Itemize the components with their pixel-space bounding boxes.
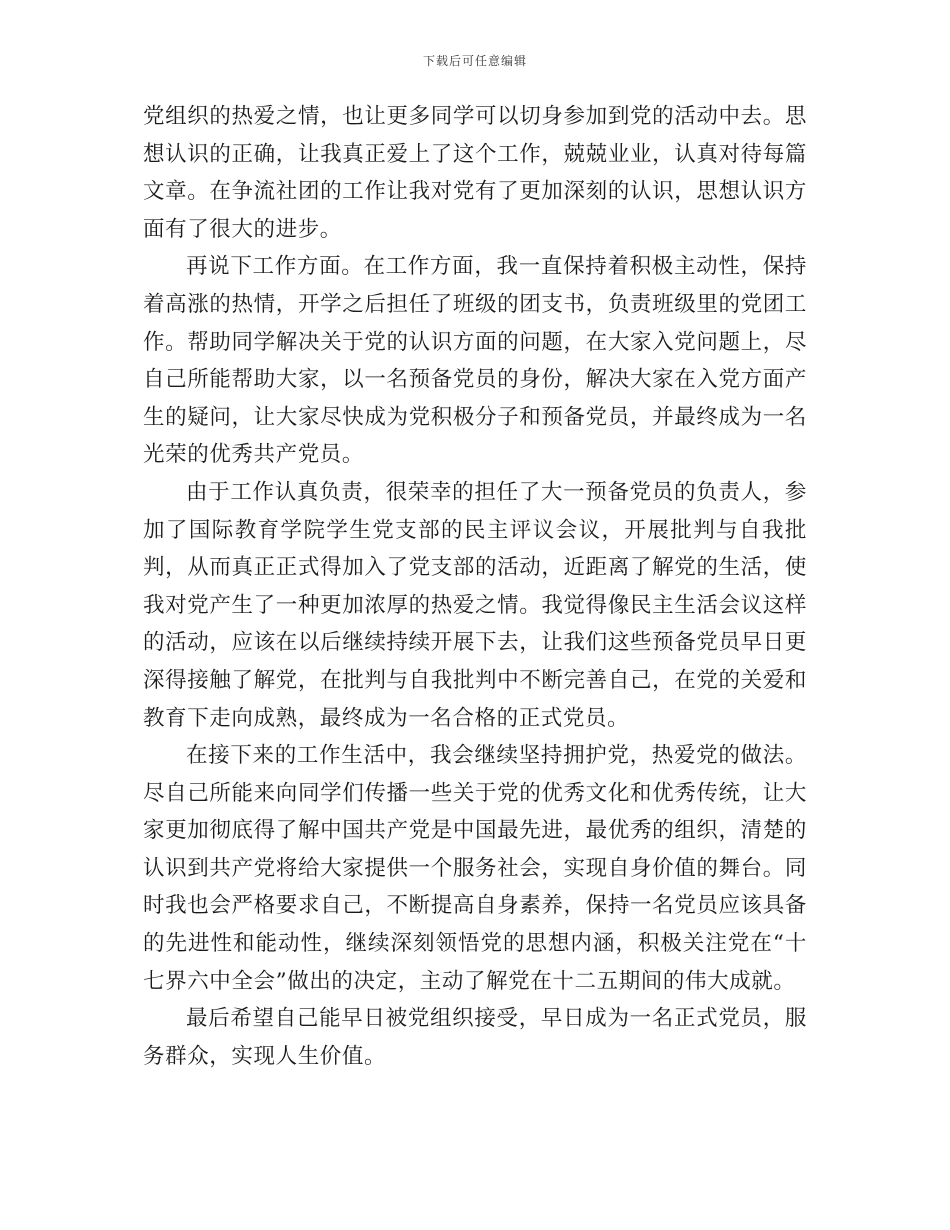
paragraph-1: 党组织的热爱之情，也让更多同学可以切身参加到党的活动中去。思想认识的正确，让我真正爱上了这个工作，兢兢业业，认真对待每篇文章。在争流社团的工作让我对党有了更加深刻的认识，思想认识方面有了很大的进步。 bbox=[143, 104, 807, 242]
document-body bbox=[143, 98, 807, 1075]
paragraph-5: 最后希望自己能早日被党组织接受，早日成为一名正式党员，服务群众，实现人生价值。 bbox=[143, 1006, 807, 1069]
paragraph-2: 再说下工作方面。在工作方面，我一直保持着积极主动性，保持着高涨的热情，开学之后担任了班级的团支书，负责班级里的党团工作。帮助同学解决关于党的认识方面的问题，在大家入党问题上，尽自己所能帮助大家，以一名预备党员的身份，解决大家在入党方面产生的疑问，让大家尽快成为党积极分子和预备党员，并最终成为一名光荣的优秀共产党员。 bbox=[143, 254, 807, 468]
page-header: 下载后可任意编辑 bbox=[422, 54, 527, 68]
paragraph-3: 由于工作认真负责，很荣幸的担任了大一预备党员的负责人，参加了国际教育学院学生党支部的民主评议会议，开展批判与自我批判，从而真正正式得加入了党支部的活动，近距离了解党的生活，使我对党产生了一种更加浓厚的热爱之情。我觉得像民主生活会议这样的活动，应该在以后继续持续开展下去，让我们这些预备党员早日更深得接触了解党，在批判与自我批判中不断完善自己，在党的关爱和教育下走向成熟，最终成为一名合格的正式党员。 bbox=[143, 479, 807, 731]
paragraph-4: 在接下来的工作生活中，我会继续坚持拥护党，热爱党的做法。尽自己所能来向同学们传播一些关于党的优秀文化和优秀传统，让大家更加彻底得了解中国共产党是中国最先进，最优秀的组织，清楚的认识到共产党将给大家提供一个服务社会，实现自身价值的舞台。同时我也会严格要求自己，不断提高自身素养，保持一名党员应该具备的先进性和能动性，继续深刻领悟党的思想内涵，积极关注党在“十七界六中全会”做出的决定，主动了解党在十二五期间的伟大成就。 bbox=[143, 743, 807, 994]
